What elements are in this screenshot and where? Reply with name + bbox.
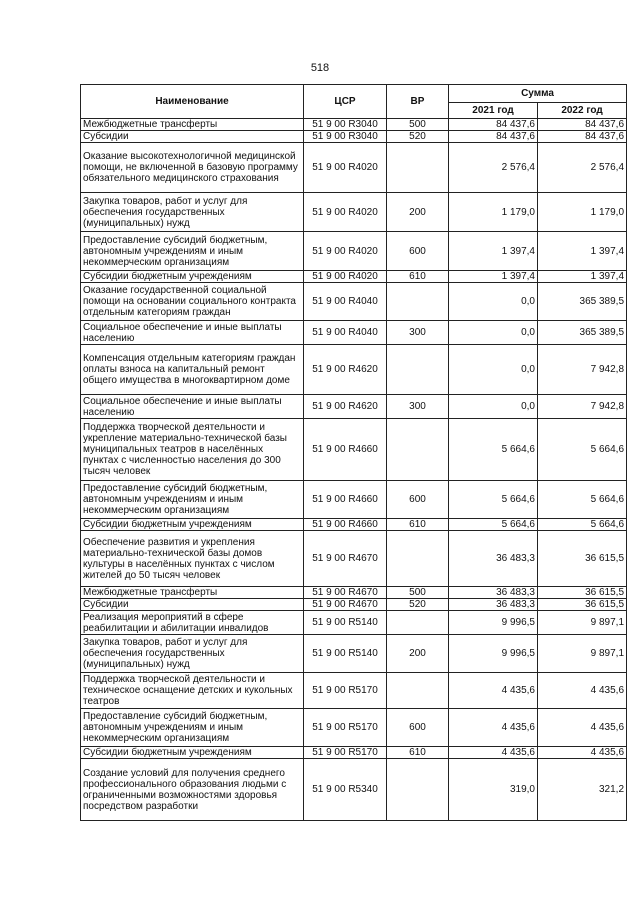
header-year-2022: 2022 год [538,103,627,119]
row-csr-cell: 51 9 00 R5140 [304,635,387,673]
row-2021-cell: 5 664,6 [449,419,538,481]
row-2021-cell: 5 664,6 [449,519,538,531]
row-name-cell: Социальное обеспечение и иные выплаты населению [81,321,304,345]
row-vr-cell [387,143,449,193]
row-name-cell: Предоставление субсидий бюджетным, автономным учреждениям и иным некоммерческим организациям [81,709,304,747]
row-csr-cell: 51 9 00 R5170 [304,709,387,747]
row-2021-cell: 84 437,6 [449,119,538,131]
row-2022-cell: 4 435,6 [538,747,627,759]
header-year-2021: 2021 год [449,103,538,119]
header-name: Наименование [81,85,304,119]
row-2022-cell: 1 397,4 [538,232,627,271]
row-2022-cell: 5 664,6 [538,481,627,519]
row-2022-cell: 5 664,6 [538,519,627,531]
header-sum: Сумма [449,85,627,103]
row-2021-cell: 4 435,6 [449,747,538,759]
table-row [81,395,627,419]
row-name-cell: Оказание государственной социальной помощи на основании социального контракта отдельным категориям граждан [81,283,304,321]
row-csr-cell: 51 9 00 R4670 [304,587,387,599]
row-name-cell: Закупка товаров, работ и услуг для обеспечения государственных (муниципальных) нужд [81,635,304,673]
row-csr-cell: 51 9 00 R5170 [304,673,387,709]
row-vr-cell: 610 [387,519,449,531]
row-name-cell: Предоставление субсидий бюджетным, автономным учреждениям и иным некоммерческим организациям [81,232,304,271]
row-vr-cell: 600 [387,709,449,747]
row-name-cell: Оказание высокотехнологичной медицинской помощи, не включенной в базовую программу обязательного медицинского страхования [81,143,304,193]
row-name-cell: Поддержка творческой деятельности и техническое оснащение детских и кукольных театров [81,673,304,709]
table-row [81,283,627,321]
row-2021-cell: 319,0 [449,759,538,821]
row-csr-cell: 51 9 00 R4020 [304,143,387,193]
row-name-cell: Обеспечение развития и укрепления материально-технической базы домов культуры в населённых пунктах с числом жителей до 50 тысяч человек [81,531,304,587]
row-2022-cell: 84 437,6 [538,131,627,143]
row-name-cell: Реализация мероприятий в сфере реабилитации и абилитации инвалидов [81,611,304,635]
table-row [81,531,627,587]
row-2021-cell: 0,0 [449,321,538,345]
row-2021-cell: 1 397,4 [449,232,538,271]
row-2021-cell: 0,0 [449,345,538,395]
row-vr-cell [387,673,449,709]
row-2022-cell: 9 897,1 [538,611,627,635]
table-row [81,673,627,709]
row-vr-cell [387,345,449,395]
row-2021-cell: 4 435,6 [449,709,538,747]
row-csr-cell: 51 9 00 R4620 [304,345,387,395]
row-csr-cell: 51 9 00 R5170 [304,747,387,759]
row-csr-cell: 51 9 00 R4020 [304,193,387,232]
row-csr-cell: 51 9 00 R4040 [304,283,387,321]
row-name-cell: Субсидии бюджетным учреждениям [81,271,304,283]
row-2022-cell: 4 435,6 [538,709,627,747]
row-2021-cell: 36 483,3 [449,599,538,611]
row-name-cell: Компенсация отдельным категориям граждан оплаты взноса на капитальный ремонт общего имущества в многоквартирном доме [81,345,304,395]
row-2022-cell: 2 576,4 [538,143,627,193]
row-csr-cell: 51 9 00 R4660 [304,519,387,531]
table-row [81,232,627,271]
row-vr-cell: 500 [387,119,449,131]
row-2022-cell: 7 942,8 [538,345,627,395]
row-2022-cell: 7 942,8 [538,395,627,419]
row-vr-cell [387,759,449,821]
table-row [81,611,627,635]
table-row [81,193,627,232]
row-name-cell: Закупка товаров, работ и услуг для обеспечения государственных (муниципальных) нужд [81,193,304,232]
row-vr-cell [387,531,449,587]
row-2021-cell: 84 437,6 [449,131,538,143]
row-vr-cell: 610 [387,271,449,283]
page-number: 518 [310,62,330,74]
row-name-cell: Субсидии бюджетным учреждениям [81,519,304,531]
table-row [81,747,627,759]
row-vr-cell: 500 [387,587,449,599]
row-2021-cell: 2 576,4 [449,143,538,193]
row-csr-cell: 51 9 00 R5140 [304,611,387,635]
row-name-cell: Субсидии бюджетным учреждениям [81,747,304,759]
row-csr-cell: 51 9 00 R4670 [304,599,387,611]
row-csr-cell: 51 9 00 R4040 [304,321,387,345]
row-name-cell: Субсидии [81,131,304,143]
row-csr-cell: 51 9 00 R4020 [304,271,387,283]
table-row [81,587,627,599]
row-vr-cell: 200 [387,193,449,232]
row-2022-cell: 5 664,6 [538,419,627,481]
row-2022-cell: 9 897,1 [538,635,627,673]
table-row [81,345,627,395]
table-row [81,131,627,143]
table-row [81,321,627,345]
row-vr-cell: 300 [387,395,449,419]
row-2021-cell: 36 483,3 [449,587,538,599]
row-2022-cell: 4 435,6 [538,673,627,709]
row-csr-cell: 51 9 00 R4660 [304,481,387,519]
row-csr-cell: 51 9 00 R4020 [304,232,387,271]
row-vr-cell [387,419,449,481]
header-vr: ВР [387,85,449,119]
table-row [81,419,627,481]
row-csr-cell: 51 9 00 R4660 [304,419,387,481]
budget-table [80,84,627,821]
row-csr-cell: 51 9 00 R5340 [304,759,387,821]
row-2021-cell: 9 996,5 [449,611,538,635]
row-csr-cell: 51 9 00 R4620 [304,395,387,419]
row-csr-cell: 51 9 00 R3040 [304,131,387,143]
table-row [81,271,627,283]
row-2021-cell: 36 483,3 [449,531,538,587]
row-2021-cell: 1 397,4 [449,271,538,283]
row-vr-cell: 600 [387,232,449,271]
row-vr-cell: 600 [387,481,449,519]
table-row [81,599,627,611]
table-row [81,481,627,519]
row-2021-cell: 0,0 [449,395,538,419]
row-2022-cell: 36 615,5 [538,531,627,587]
row-csr-cell: 51 9 00 R4670 [304,531,387,587]
row-vr-cell [387,283,449,321]
row-2022-cell: 321,2 [538,759,627,821]
row-2022-cell: 365 389,5 [538,283,627,321]
row-vr-cell: 300 [387,321,449,345]
row-2022-cell: 365 389,5 [538,321,627,345]
row-vr-cell: 610 [387,747,449,759]
table-row [81,635,627,673]
row-name-cell: Поддержка творческой деятельности и укрепление материально-технической базы муниципальных театров в населённых пунктах с численностью населения до 300 тысяч человек [81,419,304,481]
row-2021-cell: 1 179,0 [449,193,538,232]
table-row [81,709,627,747]
row-csr-cell: 51 9 00 R3040 [304,119,387,131]
row-vr-cell: 200 [387,635,449,673]
row-name-cell: Социальное обеспечение и иные выплаты населению [81,395,304,419]
row-2021-cell: 4 435,6 [449,673,538,709]
row-vr-cell [387,611,449,635]
row-name-cell: Субсидии [81,599,304,611]
row-name-cell: Создание условий для получения среднего профессионального образования людьми с ограниченными возможностями здоровья посредством разработки [81,759,304,821]
row-2022-cell: 84 437,6 [538,119,627,131]
row-2021-cell: 0,0 [449,283,538,321]
row-name-cell: Межбюджетные трансферты [81,587,304,599]
row-2022-cell: 1 397,4 [538,271,627,283]
row-name-cell: Предоставление субсидий бюджетным, автономным учреждениям и иным некоммерческим организациям [81,481,304,519]
row-2022-cell: 1 179,0 [538,193,627,232]
row-vr-cell: 520 [387,131,449,143]
table-row [81,119,627,131]
row-2021-cell: 5 664,6 [449,481,538,519]
row-2021-cell: 9 996,5 [449,635,538,673]
row-vr-cell: 520 [387,599,449,611]
table-row [81,759,627,821]
table-row [81,519,627,531]
table-row [81,143,627,193]
header-csr: ЦСР [304,85,387,119]
row-2022-cell: 36 615,5 [538,599,627,611]
row-2022-cell: 36 615,5 [538,587,627,599]
row-name-cell: Межбюджетные трансферты [81,119,304,131]
